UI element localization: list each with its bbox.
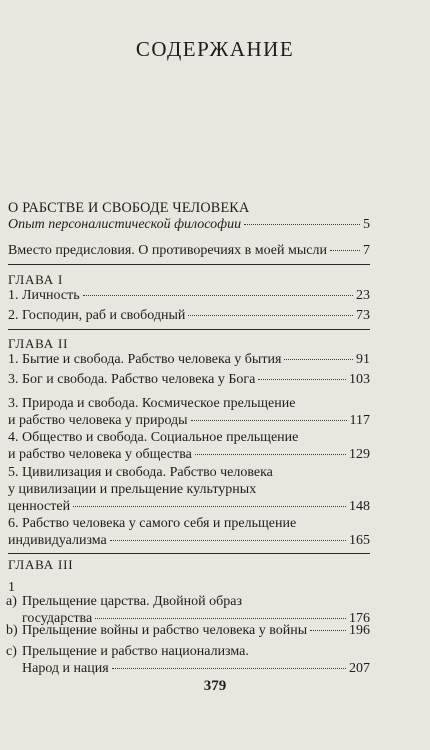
entry-text: Народ и нация <box>22 661 109 676</box>
entry-text: 4. Общество и свобода. Социальное прельщение <box>8 430 299 445</box>
toc-entry <box>8 515 370 549</box>
page-title: СОДЕРЖАНИЕ <box>135 37 295 61</box>
toc-entry-preface <box>8 242 370 259</box>
page-ref: 117 <box>349 413 370 428</box>
entry-text: государства <box>22 611 93 626</box>
entry-last-line <box>8 412 370 429</box>
page-ref: 176 <box>349 611 370 626</box>
leader-dots <box>188 315 353 316</box>
toc-entry <box>8 287 370 304</box>
entry-text: 5. Цивилизация и свобода. Рабство человека <box>8 465 273 480</box>
leader-dots <box>244 224 360 225</box>
toc-entry <box>8 464 370 515</box>
toc-entry-subtitle <box>8 216 370 233</box>
leader-dots <box>330 250 360 251</box>
entry-text: и рабство человека у общества <box>8 447 192 462</box>
part-subtitle: Опыт персоналистической философии <box>8 217 242 232</box>
toc-subentry <box>6 643 370 677</box>
entry-text: 3. Бог и свобода. Рабство человека у Бога <box>8 372 256 387</box>
leader-dots <box>195 454 346 455</box>
entry-text: Прельщение царства. Двойной образ <box>22 594 242 609</box>
page-ref: 91 <box>356 352 370 367</box>
entry-last-line <box>8 532 370 549</box>
entry-text: 2. Господин, раб и свободный <box>8 308 186 323</box>
chapter-heading: ГЛАВА I <box>8 272 64 287</box>
toc-entry <box>8 429 370 463</box>
part-title: О РАБСТВЕ И СВОБОДЕ ЧЕЛОВЕКА <box>8 200 250 216</box>
page-ref: 148 <box>349 499 370 514</box>
page-ref: 7 <box>363 243 370 258</box>
chapter-heading: ГЛАВА II <box>8 336 69 351</box>
leader-dots <box>95 618 346 619</box>
entry-text: 1. Личность <box>8 288 80 303</box>
page-ref: 207 <box>349 661 370 676</box>
leader-dots <box>191 420 347 421</box>
toc-entry <box>8 307 370 324</box>
entry-last-line <box>22 660 370 677</box>
entry-last-line <box>22 622 370 639</box>
entry-text: Прельщение и рабство национализма. <box>22 644 249 659</box>
divider <box>8 264 370 265</box>
entry-last-line <box>8 498 370 515</box>
entry-text: у цивилизации и прельщение культурных <box>8 482 257 497</box>
toc-entry <box>8 351 370 368</box>
page-ref: 196 <box>349 623 370 638</box>
toc-entry <box>8 395 370 429</box>
entry-last-line <box>8 446 370 463</box>
leader-dots <box>310 630 346 631</box>
entry-text: Прельщение войны и рабство человека у войны <box>22 623 308 638</box>
leader-dots <box>284 359 353 360</box>
subentry-label: b) <box>6 623 18 638</box>
page-ref: 129 <box>349 447 370 462</box>
page-ref: 23 <box>356 288 370 303</box>
entry-text: и рабство человека у природы <box>8 413 188 428</box>
entry-text: 6. Рабство человека у самого себя и прельщение <box>8 516 297 531</box>
subentry-label: c) <box>6 644 17 659</box>
leader-dots <box>112 668 346 669</box>
section-number: 1 <box>8 580 15 595</box>
entry-text: 1. Бытие и свобода. Рабство человека у бытия <box>8 352 282 367</box>
entry-text: ценностей <box>8 499 71 514</box>
chapter-heading: ГЛАВА III <box>8 557 74 572</box>
page-ref: 103 <box>349 372 370 387</box>
entry-text: Вместо предисловия. О противоречиях в моей мысли <box>8 243 327 258</box>
subentry-label: a) <box>6 594 17 609</box>
toc-entry <box>8 371 370 388</box>
leader-dots <box>73 506 346 507</box>
page-ref: 73 <box>356 308 370 323</box>
leader-dots <box>110 540 346 541</box>
leader-dots <box>258 379 346 380</box>
toc-subentry <box>6 622 370 639</box>
divider <box>8 329 370 330</box>
leader-dots <box>83 295 353 296</box>
entry-text: 3. Природа и свобода. Космическое прельщение <box>8 396 296 411</box>
page-ref: 165 <box>349 533 370 548</box>
entry-text: индивидуализма <box>8 533 107 548</box>
page-ref: 5 <box>363 217 370 232</box>
page-number: 379 <box>203 678 227 694</box>
divider <box>8 553 370 554</box>
